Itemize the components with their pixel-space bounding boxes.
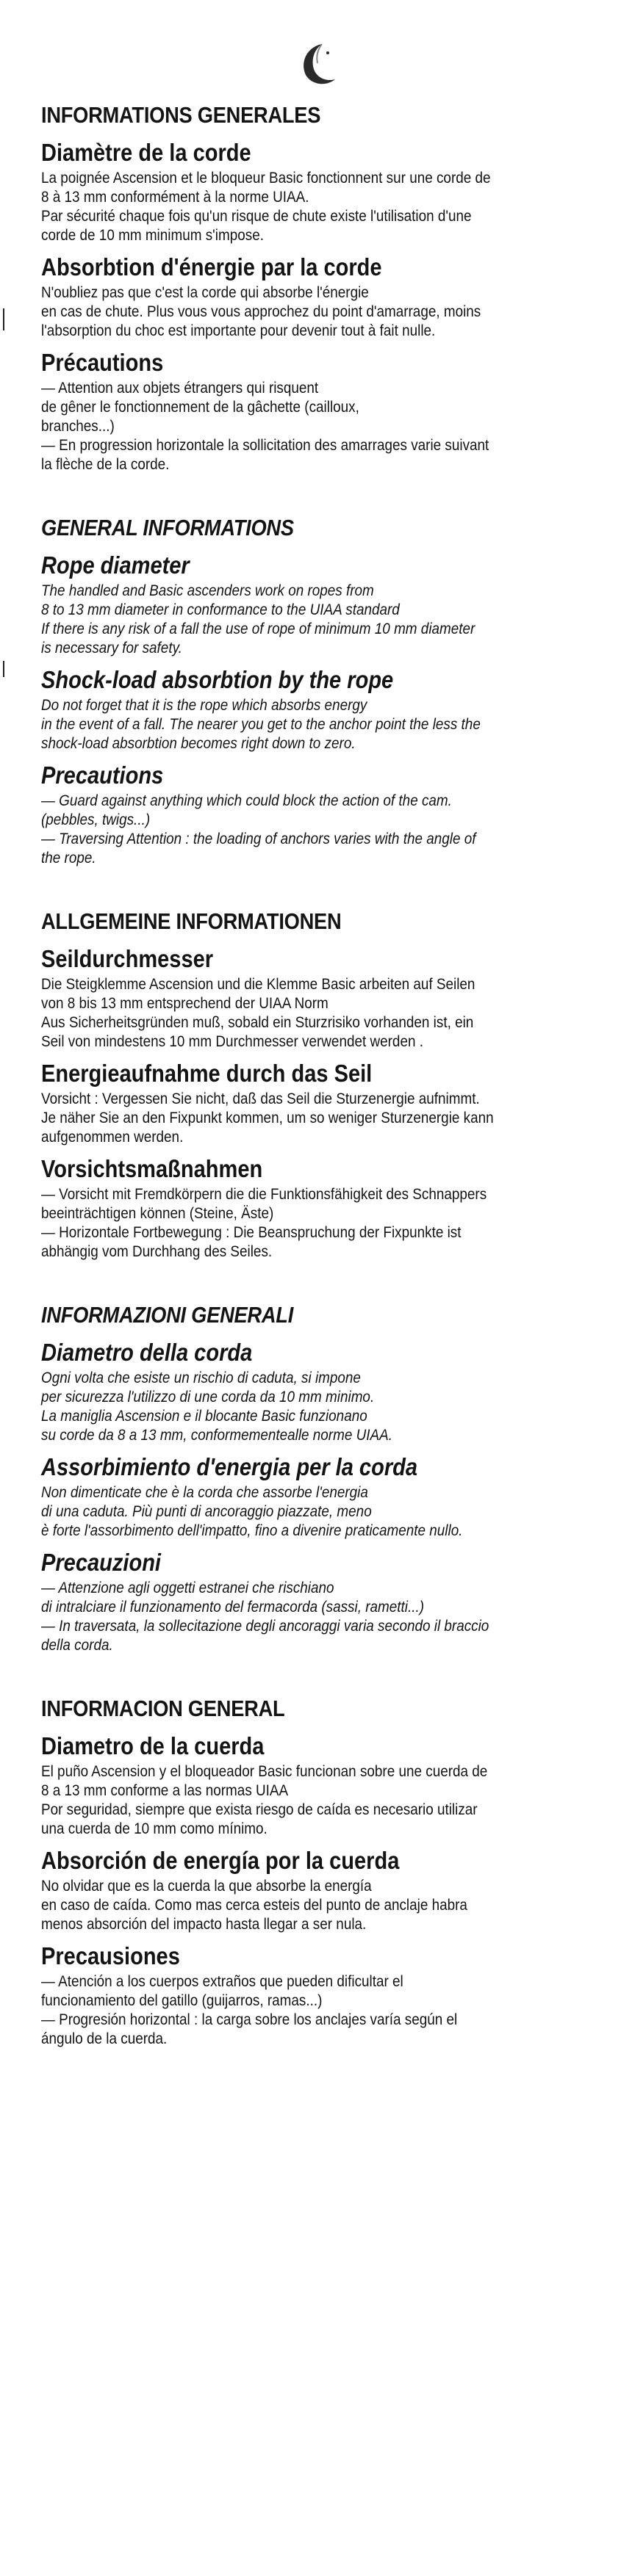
crescent-moon-logo: [290, 40, 342, 93]
language-spacer: [41, 482, 584, 514]
language-title: ALLGEMEINE INFORMATIONEN: [41, 908, 342, 934]
body-line: Aus Sicherheitsgründen muß, sobald ein Sturzrisiko vorhanden ist, ein: [41, 1014, 474, 1031]
section: [41, 253, 584, 341]
language-block-fr: [41, 101, 584, 474]
body-line: in the event of a fall. The nearer you get to the anchor point the less the: [41, 716, 481, 733]
language-block-it: [41, 1301, 584, 1655]
body-line: — Guard against anything which could block the action of the cam.: [41, 792, 452, 809]
section: [41, 551, 584, 658]
body-line: menos absorción del impacto hasta llegar a ser nula.: [41, 1916, 367, 1933]
section-heading: Précautions: [41, 349, 164, 376]
section-heading: Diamètre de la corde: [41, 139, 251, 166]
section-heading: Rope diameter: [41, 551, 190, 579]
body-line: — Vorsicht mit Fremdkörpern die die Funktionsfähigkeit des Schnappers: [41, 1186, 487, 1203]
section-heading: Precauzioni: [41, 1549, 162, 1576]
language-block-de: [41, 908, 584, 1262]
language-block-es: [41, 1695, 584, 2049]
section: [41, 1732, 584, 1839]
language-title: INFORMACION GENERAL: [41, 1696, 285, 1721]
body-line: la flèche de la corde.: [41, 456, 170, 473]
section-heading: Assorbimiento d'energia per la corda: [41, 1453, 418, 1480]
body-line: von 8 bis 13 mm entsprechend der UIAA Norm: [41, 995, 329, 1012]
body-line: è forte l'assorbimento dell'impatto, fino a divenire praticamente nullo.: [41, 1522, 463, 1539]
body-line: corde de 10 mm minimum s'impose.: [41, 227, 264, 244]
body-line: branches...): [41, 418, 115, 435]
language-spacer: [41, 875, 584, 908]
section: [41, 665, 584, 753]
body-line: If there is any risk of a fall the use of rope of minimum 10 mm diameter: [41, 621, 475, 637]
language-title: GENERAL INFORMATIONS: [41, 515, 294, 540]
body-line: — Traversing Attention : the loading of anchors varies with the angle of: [41, 831, 476, 847]
section-heading: Absorbtion d'énergie par la corde: [41, 253, 382, 281]
body-line: — Attention aux objets étrangers qui risquent: [41, 380, 319, 397]
body-line: Seil von mindestens 10 mm Durchmesser verwendet werden .: [41, 1033, 423, 1050]
body-line: l'absorption du choc est importante pour devenir tout à fait nulle.: [41, 322, 436, 339]
section: [41, 348, 584, 474]
body-line: ángulo de la cuerda.: [41, 2030, 168, 2047]
section-heading: Diametro de la cuerda: [41, 1732, 265, 1759]
language-spacer: [41, 1663, 584, 1695]
scan-edge-mark: [3, 308, 4, 330]
body-line: — Horizontale Fortbewegung : Die Beanspruchung der Fixpunkte ist: [41, 1224, 462, 1241]
body-line: — In traversata, la sollecitazione degli ancoraggi varia secondo il braccio: [41, 1618, 489, 1635]
body-line: is necessary for safety.: [41, 640, 182, 656]
body-line: en cas de chute. Plus vous vous approchez du point d'amarrage, moins: [41, 303, 481, 320]
body-line: 8 à 13 mm conformément à la norme UIAA.: [41, 189, 309, 206]
body-line: Do not forget that it is the rope which absorbs energy: [41, 697, 367, 714]
section: [41, 1452, 584, 1541]
section: [41, 1154, 584, 1262]
language-spacer: [41, 1269, 584, 1301]
body-line: La poignée Ascension et le bloqueur Basic fonctionnent sur une corde de: [41, 170, 491, 187]
section-heading: Seildurchmesser: [41, 945, 214, 972]
section-heading: Energieaufnahme durch das Seil: [41, 1060, 373, 1087]
body-line: Je näher Sie an den Fixpunkt kommen, um so weniger Sturzenergie kann: [41, 1110, 494, 1126]
section: [41, 944, 584, 1052]
body-line: El puño Ascension y el bloqueador Basic funcionan sobre une cuerda de: [41, 1763, 488, 1780]
body-line: funcionamiento del gatillo (guijarros, ramas...): [41, 1992, 323, 2009]
body-line: No olvidar que es la cuerda la que absorbe la energía: [41, 1878, 372, 1895]
body-line: di una caduta. Più punti di ancoraggio piazzate, meno: [41, 1503, 372, 1520]
section: [41, 1846, 584, 1934]
section: [41, 1059, 584, 1147]
body-line: per sicurezza l'utilizzo di une corda da 10 mm minimo.: [41, 1389, 375, 1405]
document-body: [41, 101, 584, 2049]
body-line: de gêner le fonctionnement de la gâchette (cailloux,: [41, 399, 359, 416]
body-line: (pebbles, twigs...): [41, 811, 151, 828]
section-heading: Vorsichtsmaßnahmen: [41, 1155, 263, 1182]
body-line: — Attenzione agli oggetti estranei che rischiano: [41, 1580, 334, 1596]
body-line: Non dimenticate che è la corda che assorbe l'energia: [41, 1484, 368, 1501]
section-heading: Diametro della corda: [41, 1339, 253, 1366]
body-line: La maniglia Ascension e il blocante Basic funzionano: [41, 1408, 367, 1425]
scan-edge-mark: [3, 661, 4, 677]
body-line: aufgenommen werden.: [41, 1129, 184, 1146]
body-line: abhängig vom Durchhang des Seiles.: [41, 1243, 273, 1260]
section-heading: Absorción de energía por la cuerda: [41, 1847, 400, 1874]
body-line: en caso de caída. Como mas cerca esteis del punto de anclaje habra: [41, 1897, 467, 1914]
body-line: di intralciare il funzionamento del fermacorda (sassi, rametti...): [41, 1599, 425, 1616]
body-line: Ogni volta che esiste un rischio di caduta, si impone: [41, 1370, 361, 1386]
section: [41, 1942, 584, 2049]
body-line: — En progression horizontale la sollicitation des amarrages varie suivant: [41, 437, 489, 454]
body-line: Die Steigklemme Ascension und die Klemme Basic arbeiten auf Seilen: [41, 976, 475, 993]
language-title: INFORMAZIONI GENERALI: [41, 1302, 294, 1328]
body-line: the rope.: [41, 850, 96, 866]
section-heading: Shock-load absorbtion by the rope: [41, 666, 394, 693]
section: [41, 138, 584, 245]
body-line: 8 a 13 mm conforme a las normas UIAA: [41, 1782, 289, 1799]
body-line: — Atención a los cuerpos extraños que pueden dificultar el: [41, 1973, 403, 1990]
section: [41, 1548, 584, 1655]
body-line: beeinträchtigen können (Steine, Äste): [41, 1205, 274, 1222]
body-line: N'oubliez pas que c'est la corde qui absorbe l'énergie: [41, 284, 369, 301]
body-line: 8 to 13 mm diameter in conformance to the UIAA standard: [41, 601, 400, 618]
body-line: shock-load absorbtion becomes right down to zero.: [41, 735, 356, 752]
body-line: su corde da 8 a 13 mm, conformementealle norme UIAA.: [41, 1427, 392, 1444]
section-heading: Precautions: [41, 761, 164, 789]
body-line: — Progresión horizontal : la carga sobre los anclajes varía según el: [41, 2011, 458, 2028]
body-line: Vorsicht : Vergessen Sie nicht, daß das Seil die Sturzenergie aufnimmt.: [41, 1090, 480, 1107]
body-line: Por seguridad, siempre que exista riesgo de caída es necesario utilizar: [41, 1801, 478, 1818]
section: [41, 1338, 584, 1445]
body-line: della corda.: [41, 1637, 113, 1654]
language-block-en: [41, 514, 584, 868]
body-line: The handled and Basic ascenders work on ropes from: [41, 582, 374, 599]
body-line: una cuerda de 10 mm como mínimo.: [41, 1820, 268, 1837]
section: [41, 761, 584, 868]
section-heading: Precausiones: [41, 1942, 180, 1969]
body-line: Par sécurité chaque fois qu'un risque de chute existe l'utilisation d'une: [41, 208, 472, 225]
language-title: INFORMATIONS GENERALES: [41, 102, 321, 128]
